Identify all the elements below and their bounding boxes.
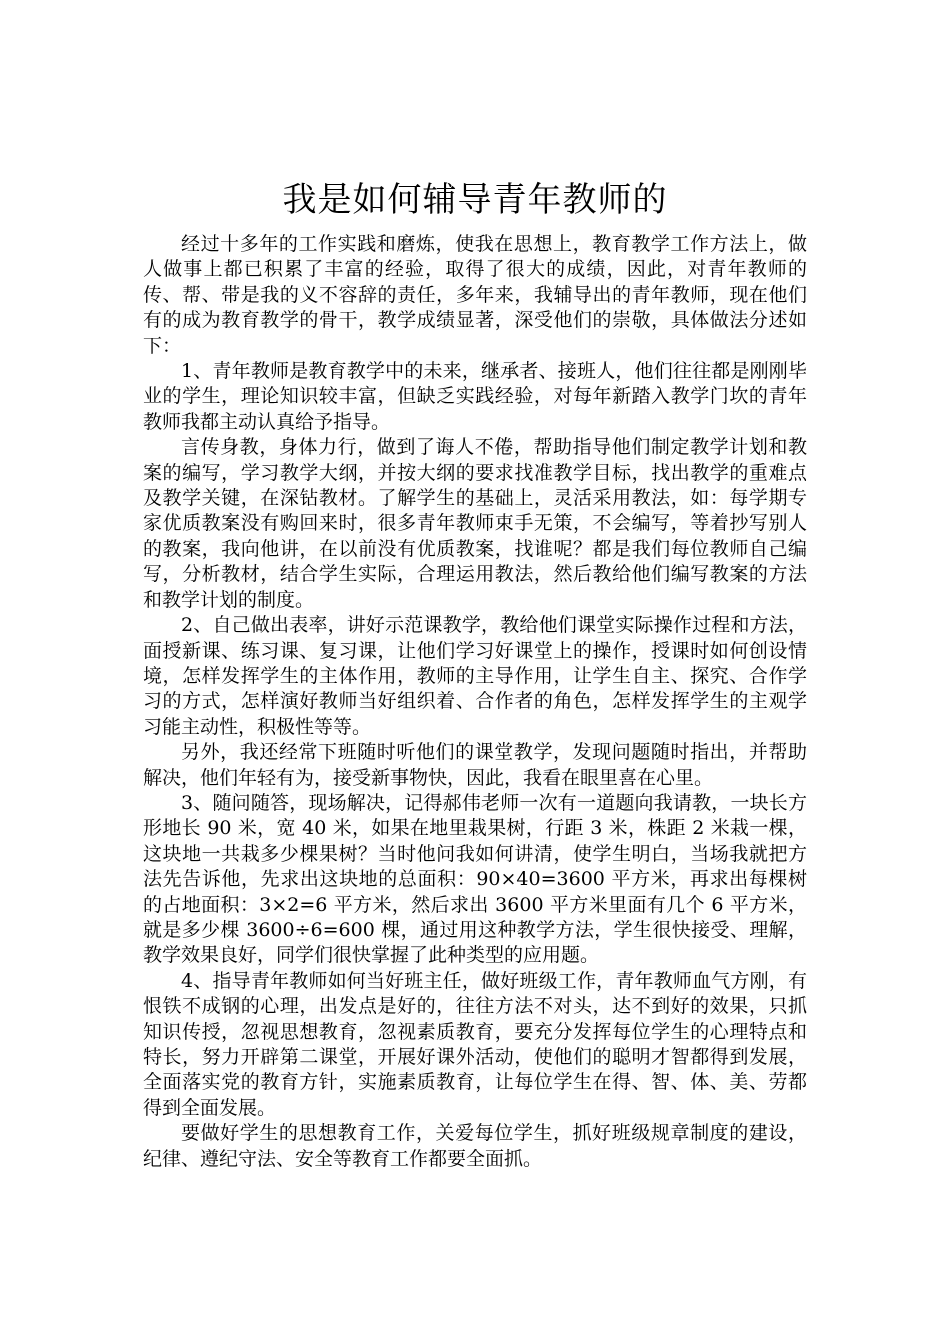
paragraph-classroom-observation: 另外，我还经常下班随时听他们的课堂教学，发现问题随时指出，并帮助解决，他们年轻有为，接受新事物快，因此，我看在眼里喜在心里。 <box>143 741 807 789</box>
document-body <box>143 174 807 1172</box>
paragraph-point-3: 3、随问随答，现场解决，记得郝伟老师一次有一道题向我请教，一块长方形地长 90 米，宽 40 米，如果在地里栽果树，行距 3 米，株距 2 米栽一棵，这块地一共栽多少棵果树？当时他问我如何讲清，使学生明白，当场我就把方法先告诉他，先求出这块地的总面积：90×40=3600 平方米，再求出每棵树的占地面积：3×2=6 平方米，然后求出 3600 平方米里面有几个 6 平方米，就是多少棵 3600÷6=600 棵，通过用这种教学方法，学生很快接受、理解，教学效果良好，同学们很快掌握了此种类型的应用题。 <box>143 791 807 967</box>
paragraph-conclusion: 要做好学生的思想教育工作，关爱每位学生，抓好班级规章制度的建设，纪律、遵纪守法、安全等教育工作都要全面抓。 <box>143 1122 807 1170</box>
paragraph-point-4: 4、指导青年教师如何当好班主任，做好班级工作，青年教师血气方刚，有恨铁不成钢的心理，出发点是好的，往往方法不对头，达不到好的效果，只抓知识传授，忽视思想教育，忽视素质教育，要充分发挥每位学生的心理特点和特长，努力开辟第二课堂，开展好课外活动，使他们的聪明才智都得到发展，全面落实党的教育方针，实施素质教育，让每位学生在得、智、体、美、劳都得到全面发展。 <box>143 969 807 1119</box>
paragraph-point-2: 2、自己做出表率，讲好示范课教学，教给他们课堂实际操作过程和方法，面授新课、练习课、复习课，让他们学习好课堂上的操作，授课时如何创设情境，怎样发挥学生的主体作用，教师的主导作用，让学生自主、探究、合作学习的方式，怎样演好教师当好组织着、合作者的角色，怎样发挥学生的主观学习能主动性，积极性等等。 <box>143 614 807 738</box>
paragraph-intro: 经过十多年的工作实践和磨炼，使我在思想上，教育教学工作方法上，做人做事上都已积累了丰富的经验，取得了很大的成绩，因此，对青年教师的传、帮、带是我的义不容辞的责任，多年来，我辅导出的青年教师，现在他们有的成为教育教学的骨干，教学成绩显著，深受他们的崇敬，具体做法分述如下： <box>143 233 807 357</box>
paragraph-teaching-method: 言传身教，身体力行，做到了诲人不倦，帮助指导他们制定教学计划和教案的编写，学习教学大纲，并按大纲的要求找准教学目标，找出教学的重难点及教学关键，在深钻教材。了解学生的基础上，灵活采用教法，如：每学期专家优质教案没有购回来时，很多青年教师束手无策，不会编写，等着抄写别人的教案，我向他讲，在以前没有优质教案，找谁呢？都是我们每位教师自己编写，分析教材，结合学生实际，合理运用教法，然后教给他们编写教案的方法和教学计划的制度。 <box>143 436 807 611</box>
paragraph-point-1: 1、青年教师是教育教学中的未来，继承者、接班人，他们往往都是刚刚毕业的学生，理论知识较丰富，但缺乏实践经验，对每年新踏入教学门坎的青年教师我都主动认真给予指导。 <box>143 360 807 433</box>
page-title: 我是如何辅导青年教师的 <box>282 180 668 220</box>
